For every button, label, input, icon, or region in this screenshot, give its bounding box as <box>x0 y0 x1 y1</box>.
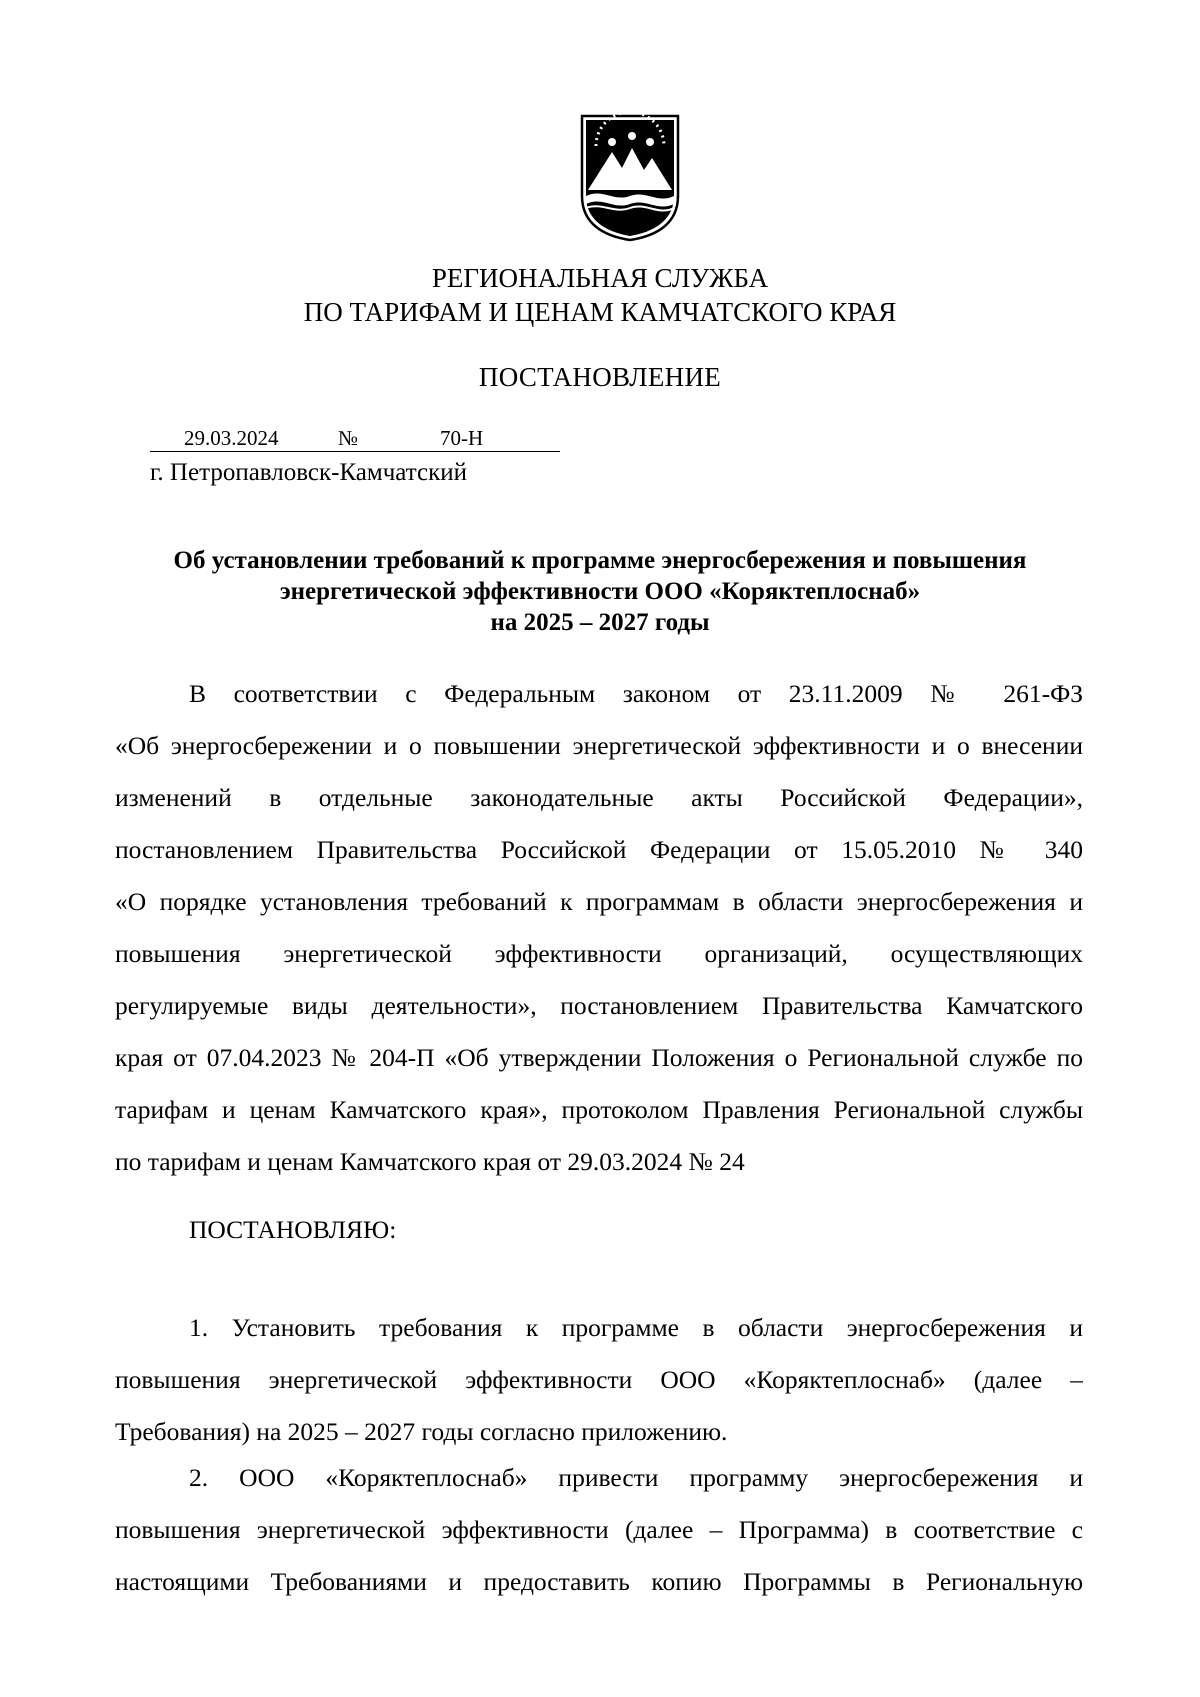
number-sign: № <box>338 426 359 450</box>
paragraph-line: повышения энергетической эффективности организаций, осуществляющих <box>115 939 1083 968</box>
decree-word: ПОСТАНОВЛЯЮ: <box>189 1215 397 1244</box>
paragraph-line: постановлением Правительства Российской Федерации от 15.05.2010 № 340 <box>115 835 1083 864</box>
document-date: 29.03.2024 <box>184 426 279 450</box>
document-type: ПОСТАНОВЛЕНИЕ <box>478 362 722 392</box>
coat-of-arms-icon <box>578 112 682 242</box>
item-2-paragraph <box>115 1452 1083 1608</box>
title-line: Об установлении требований к программе энергосбережения и повышения <box>173 547 1027 574</box>
paragraph-line: изменений в отдельные законодательные акты Российской Федерации», <box>115 783 1083 812</box>
paragraph-line: по тарифам и ценам Камчатского края от 29.03.2024 № 24 <box>115 1147 745 1176</box>
paragraph-line: 2. ООО «Коряктеплоснаб» привести программу энергосбережения и <box>189 1463 1083 1492</box>
title-line: энергетической эффективности ООО «Коряктеплоснаб» <box>279 578 921 605</box>
preamble-paragraph <box>115 668 1083 1188</box>
org-name-line2: ПО ТАРИФАМ И ЦЕНАМ КАМЧАТСКОГО КРАЯ <box>303 297 897 327</box>
document-title <box>130 545 1070 638</box>
paragraph-line: В соответствии с Федеральным законом от 23.11.2009 № 261-ФЗ <box>189 679 1083 708</box>
paragraph-line: регулируемые виды деятельности», постановлением Правительства Камчатского <box>115 991 1083 1020</box>
paragraph-line: Требования) на 2025 – 2027 годы согласно приложению. <box>115 1417 728 1446</box>
document-meta <box>150 424 560 454</box>
item-1-paragraph <box>115 1302 1083 1458</box>
paragraph-line: «О порядке установления требований к программам в области энергосбережения и <box>115 887 1083 916</box>
paragraph-line: тарифам и ценам Камчатского края», протоколом Правления Региональной службы <box>115 1095 1083 1124</box>
document-number: 70-Н <box>440 426 484 450</box>
paragraph-line: повышения энергетической эффективности ООО «Коряктеплоснаб» (далее – <box>115 1365 1083 1394</box>
org-name-line1: РЕГИОНАЛЬНАЯ СЛУЖБА <box>431 263 769 293</box>
paragraph-line: края от 07.04.2023 № 204-П «Об утверждении Положения о Региональной службе по <box>115 1043 1083 1072</box>
meta-underline <box>150 451 560 452</box>
paragraph-line: повышения энергетической эффективности (далее – Программа) в соответствие с <box>115 1515 1083 1544</box>
paragraph-line: «Об энергосбережении и о повышении энергетической эффективности и о внесении <box>115 731 1083 760</box>
paragraph-line: настоящими Требованиями и предоставить копию Программы в Региональную <box>115 1567 1083 1596</box>
city-name: г. Петропавловск-Камчатский <box>150 459 467 486</box>
paragraph-line: 1. Установить требования к программе в области энергосбережения и <box>189 1313 1083 1342</box>
title-line: на 2025 – 2027 годы <box>490 609 710 636</box>
